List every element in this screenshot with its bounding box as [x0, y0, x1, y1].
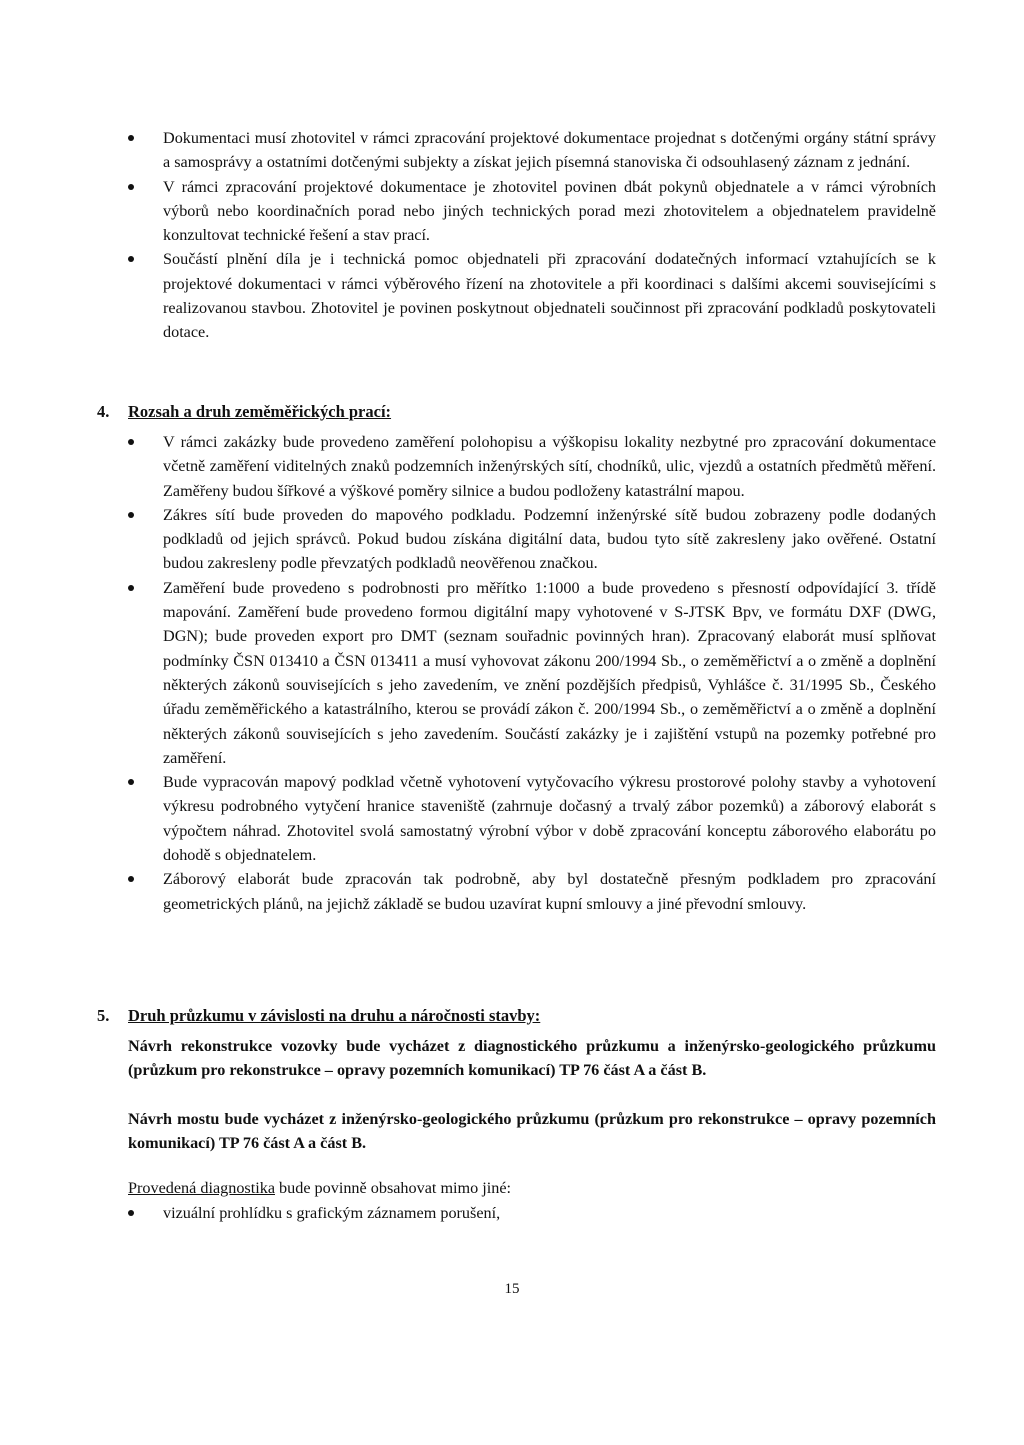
list-item — [128, 503, 936, 576]
list-item — [128, 175, 936, 248]
list-item-text: Bude vypracován mapový podklad včetně vyhotovení vytyčovacího výkresu prostorové polohy stavby a vyhotovení výkresu podrobného vytyčení hranice staveniště (zahrnuje dočasný a trvalý zábor pozemků) a záborový elaborát s výpočtem náhrad. Zhotovitel svolá samostatný výrobní výbor v době zpracování konceptu záborového elaborátu po dohodě s objednatelem. — [163, 773, 936, 865]
list-item-text: V rámci zpracování projektové dokumentace je zhotovitel povinen dbát pokynů objednatele a v rámci výrobních výborů nebo koordinačních porad nebo jiných technických porad mezi zhotovitelem a objednatelem pravidelně konzultovat technické řešení a stav prací. — [163, 177, 936, 245]
list-item-text: Záborový elaborát bude zpracován tak podrobně, aby byl dostatečně přesným podkladem pro zpracování geometrických plánů, na jejichž základě se budou uzavírat kupní smlouvy a jiné převodní smlouvy. — [163, 870, 936, 913]
diagnostics-intro — [128, 1176, 936, 1200]
list-item — [128, 430, 936, 503]
diagnostics-text: bude povinně obsahovat mimo jiné: — [275, 1179, 512, 1197]
diagnostics-label: Provedená diagnostika — [128, 1179, 275, 1197]
bullet-icon — [128, 512, 134, 518]
list-item-text: Zaměření bude provedeno s podrobnosti pro měřítko 1:1000 a bude provedeno s přesností odpovídající 3. třídě mapování. Zaměření bude provedeno formou digitální mapy vyhotovené v S-JTSK Bpv, ve formátu DXF (DWG, DGN); bude proveden export pro DMT (seznam souřadnic povinných hran). Zpracovaný elaborát musí splňovat podmínky ČSN 013410 a ČSN 013411 a musí vyhovovat zákonu 200/1994 Sb., o zeměměřictví a o změně a doplnění některých zákonů souvisejících s jeho zavedením, ve znění pozdějších předpisů, Vyhlášce č. 31/1995 Sb., Českého úřadu zeměměřického a katastrálního, kterou se provádí zákon č. 200/1994 Sb., o zeměměřictví a o změně a doplnění některých zákonů souvisejících s jeho zavedením. Součástí zakázky je i zajištění vstupů na pozemky potřebné pro zaměření. — [163, 578, 936, 767]
bullet-icon — [128, 585, 134, 591]
list-item — [128, 1201, 936, 1225]
intro-bullet-list — [128, 126, 936, 345]
section-4-number: 4. — [97, 402, 110, 421]
page-number: 15 — [504, 1281, 520, 1297]
section-4-bullet-list — [128, 430, 936, 916]
bullet-icon — [128, 256, 134, 262]
section-5-heading — [97, 1004, 540, 1028]
bullet-icon — [128, 135, 134, 141]
section-5-paragraph-1: Návrh rekonstrukce vozovky bude vycházet z diagnostického průzkumu a inženýrsko-geologického průzkumu (průzkum pro rekonstrukce – opravy pozemních komunikací) TP 76 část A a část B. — [128, 1037, 936, 1080]
diagnostics-bullet-list — [128, 1201, 936, 1225]
list-item — [128, 576, 936, 770]
bullet-icon — [128, 779, 134, 785]
list-item — [128, 126, 936, 175]
list-item — [128, 247, 936, 344]
bullet-icon — [128, 439, 134, 445]
list-item-text: Součástí plnění díla je i technická pomoc objednateli při zpracování dodatečných informací vztahujících se k projektové dokumentaci v rámci výběrového řízení na zhotovitele a při koordinaci s dalšími akcemi souvisejícími s realizovanou stavbou. Zhotovitel je povinen poskytnout objednateli součinnost při zpracování podkladů poskytovateli dotace. — [163, 250, 936, 342]
section-5-paragraph-2: Návrh mostu bude vycházet z inženýrsko-geologického průzkumu (průzkum pro rekonstrukce – opravy pozemních komunikací) TP 76 část A a část B. — [128, 1110, 936, 1153]
bullet-icon — [128, 184, 134, 190]
list-item-text: Dokumentaci musí zhotovitel v rámci zpracování projektové dokumentace projednat s dotčenými orgány státní správy a samosprávy a ostatními dotčenými subjekty a získat jejich písemná stanoviska či odsouhlasený záznam z jednání. — [163, 129, 936, 172]
section-4-heading — [97, 400, 391, 424]
section-4-title: Rozsah a druh zeměměřických prací: — [128, 402, 392, 421]
section-5-title: Druh průzkumu v závislosti na druhu a náročnosti stavby: — [128, 1006, 541, 1025]
list-item-text: vizuální prohlídku s grafickým záznamem porušení, — [163, 1204, 501, 1222]
bullet-icon — [128, 1210, 134, 1216]
list-item — [128, 867, 936, 916]
list-item-text: V rámci zakázky bude provedeno zaměření polohopisu a výškopisu lokality nezbytné pro zpracování dokumentace včetně zaměření viditelných znaků podzemních inženýrských sítí, chodníků, ulic, vjezdů a ostatních předmětů měření. Zaměřeny budou šířkové a výškové poměry silnice a budou podloženy katastrální mapou. — [163, 433, 936, 500]
list-item-text: Zákres sítí bude proveden do mapového podkladu. Podzemní inženýrské sítě budou zobrazeny podle dodaných podkladů od jejich správců. Pokud budou získána digitální data, budou tyto sítě zakresleny jako ověřené. Ostatní budou zakresleny podle převzatých podkladů neověřenou značkou. — [163, 505, 936, 573]
list-item — [128, 770, 936, 867]
section-5-number: 5. — [97, 1006, 110, 1025]
bullet-icon — [128, 876, 134, 882]
